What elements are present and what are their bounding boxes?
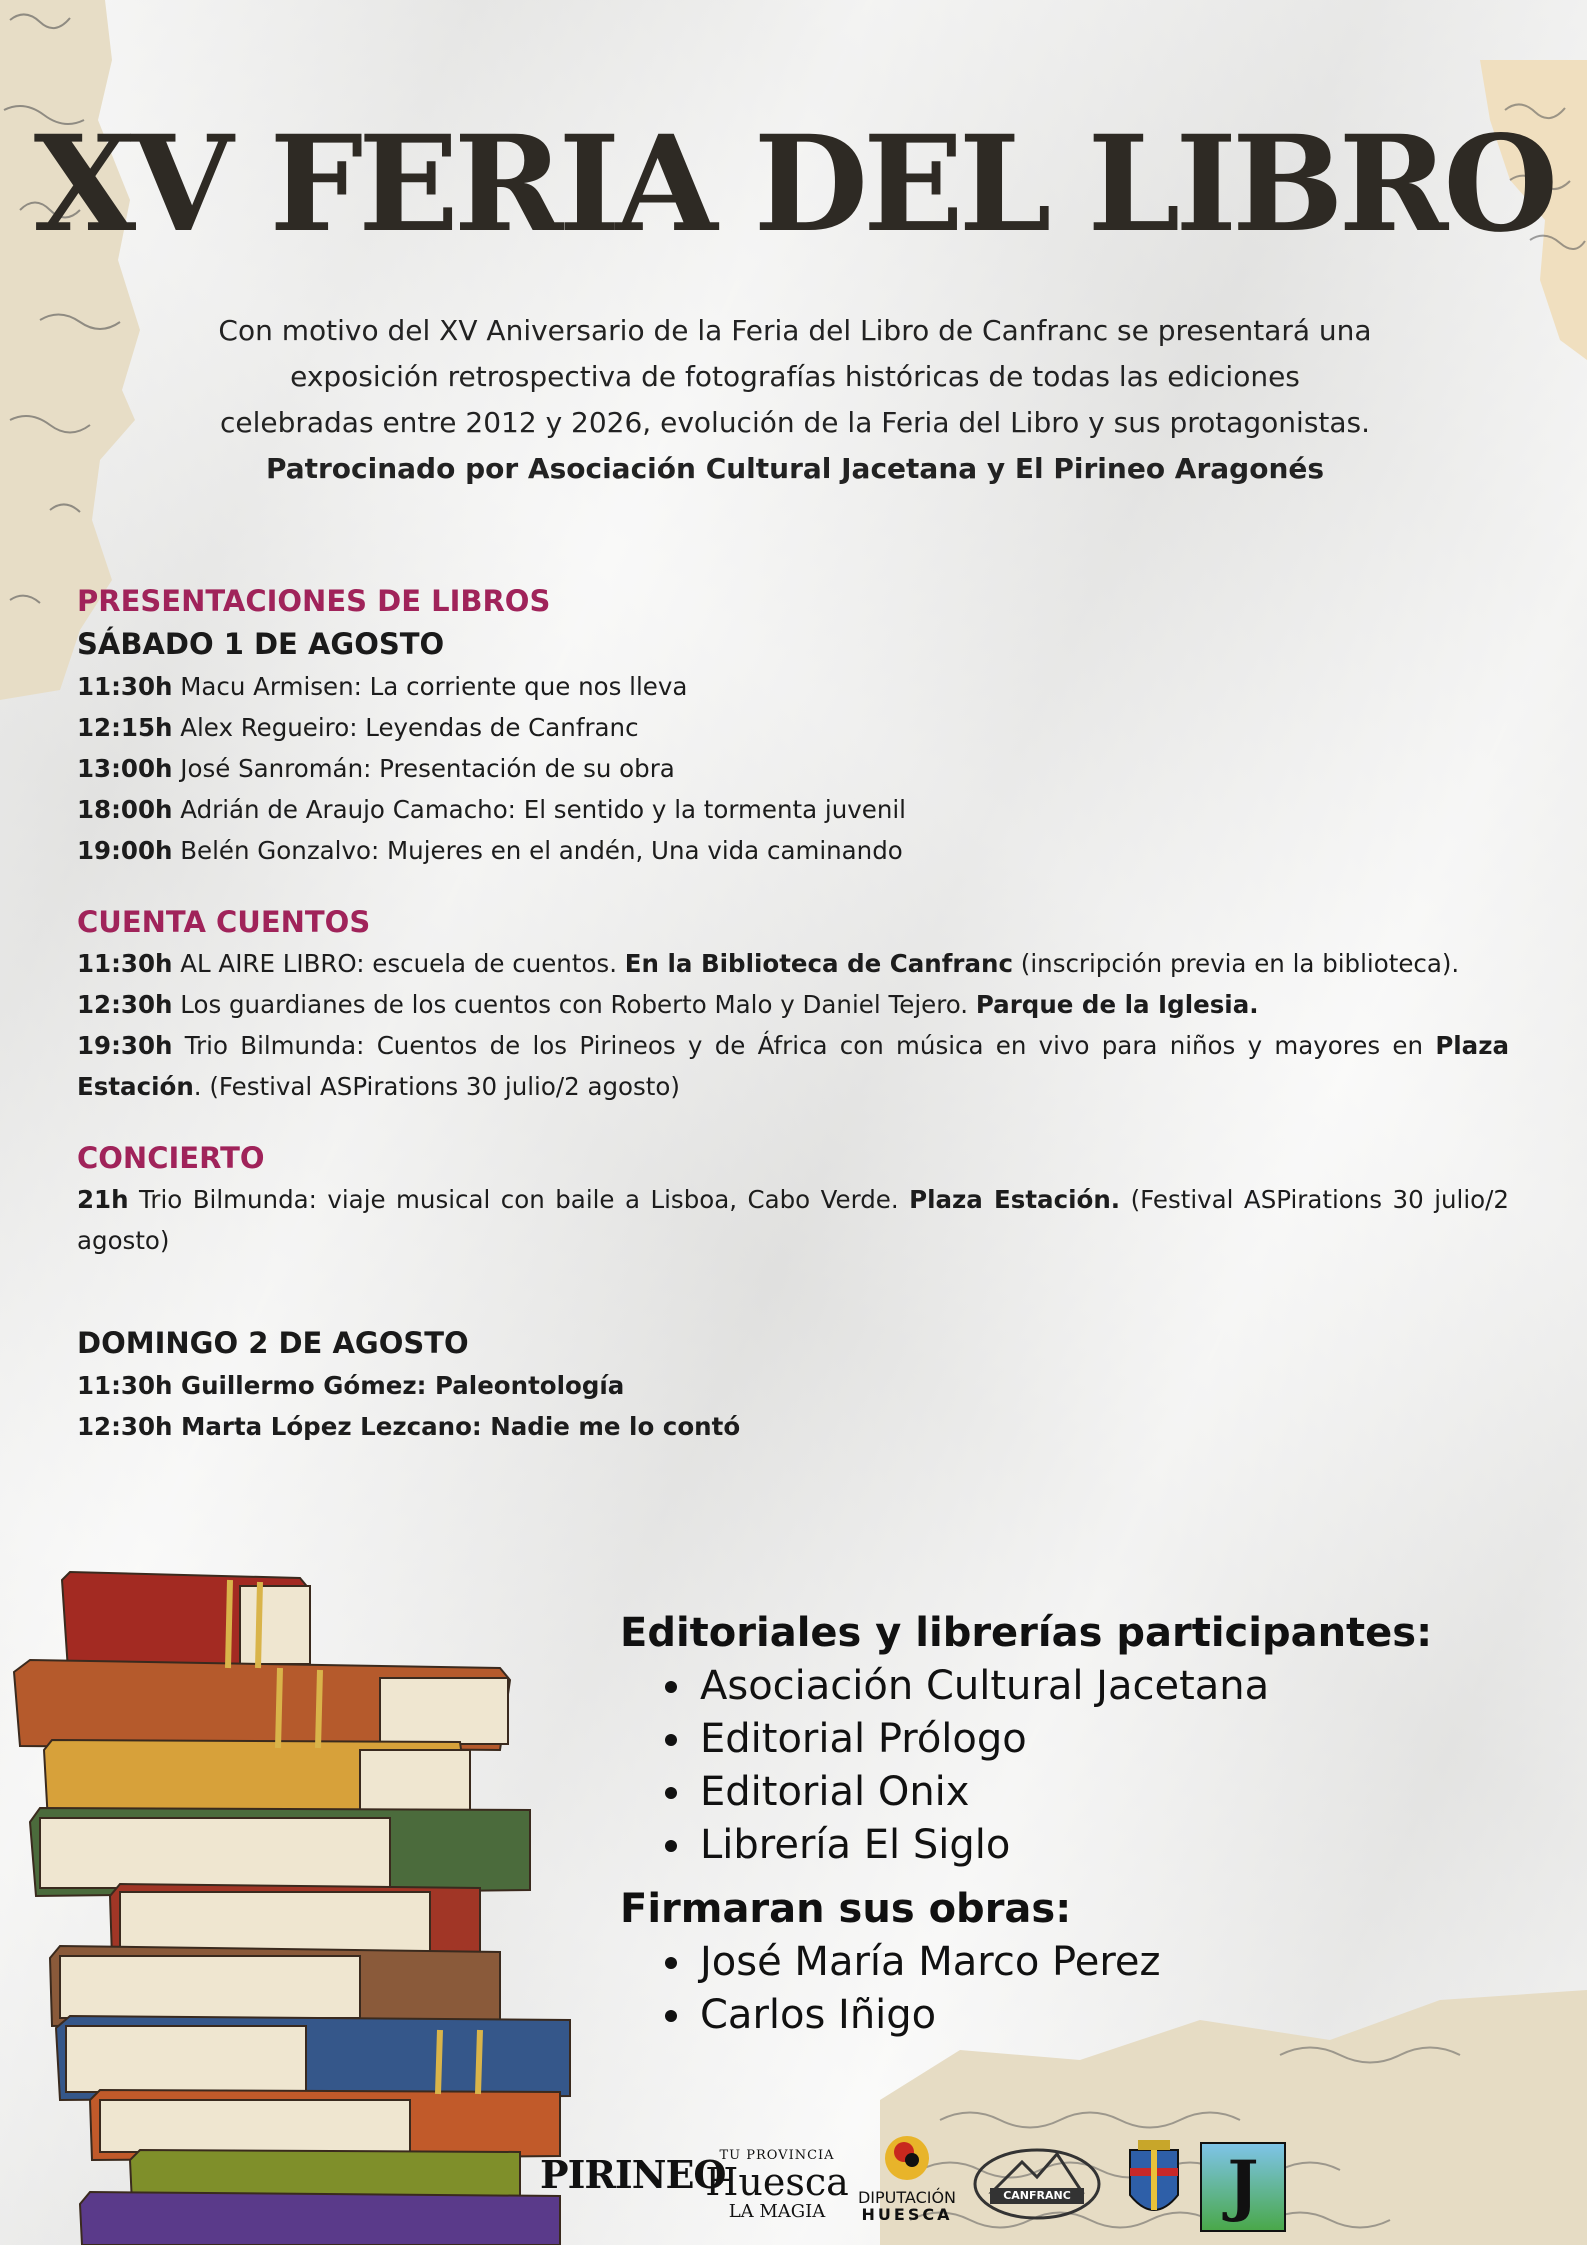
saturday-heading: SÁBADO 1 DE AGOSTO xyxy=(77,627,445,661)
event-time: 11:30h xyxy=(77,949,173,978)
list-item xyxy=(77,1406,1509,1447)
diputacion-logo xyxy=(852,2130,962,2224)
book-stack-illustration xyxy=(0,1560,590,2245)
event-text: Trio Bilmunda: Cuentos de los Pirineos y de África con música en vivo para niños y mayores en xyxy=(184,1031,1424,1060)
jacetania-letter: J xyxy=(1227,2146,1259,2224)
list-item xyxy=(77,984,1509,1025)
event-time: 21h xyxy=(77,1185,129,1214)
intro-text: Con motivo del XV Aniversario de la Feria del Libro de Canfranc se presentará una exposición retrospectiva de fotografías históricas de todas las ediciones celebradas entre 2012 y 2026, evolución de la Feria del Libro y sus protagonistas. xyxy=(218,314,1372,439)
sponsor-line: Patrocinado por Asociación Cultural Jacetana y El Pirineo Aragonés xyxy=(265,452,1325,485)
canfranc-mountain-icon xyxy=(972,2142,1102,2222)
event-place: Plaza Estación. xyxy=(909,1185,1121,1214)
list-item: • Asociación Cultural Jacetana xyxy=(696,1660,1440,1713)
signing-heading: Firmaran sus obras: xyxy=(620,1886,1072,1932)
participants-section xyxy=(620,1606,1440,2052)
section-cuentacuentos-heading: CUENTA CUENTOS xyxy=(77,905,371,939)
event-text: AL AIRE LIBRO: escuela de cuentos. xyxy=(180,949,617,978)
huesca-logo-main: Huesca xyxy=(705,2160,849,2204)
intro-block xyxy=(210,308,1380,492)
jacetania-logo xyxy=(1200,2142,1286,2232)
list-item xyxy=(77,748,1509,789)
program-content xyxy=(77,580,1509,1447)
event-time: 19:30h xyxy=(77,1031,173,1060)
signing-list xyxy=(620,1936,1440,2042)
event-text: Trio Bilmunda: viaje musical con baile a Lisboa, Cabo Verde. xyxy=(139,1185,899,1214)
pirineo-logo: PIRINEO xyxy=(540,2152,726,2197)
event-time: 18:00h xyxy=(77,795,173,824)
participants-heading: Editoriales y librerías participantes: xyxy=(620,1610,1433,1656)
canfranc-label: CANFRANC xyxy=(1003,2189,1071,2202)
event-text: José Sanromán: Presentación de su obra xyxy=(180,754,675,783)
event-time: 11:30h xyxy=(77,672,173,701)
coat-of-arms-icon xyxy=(1124,2140,1184,2234)
diputacion-emblem-icon xyxy=(882,2130,932,2186)
huesca-logo-top: TU PROVINCIA xyxy=(719,2148,835,2163)
event-place: Plaza Estación xyxy=(77,1031,1509,1101)
event-place: Parque de la Iglesia. xyxy=(975,990,1259,1019)
page-title: XV FERIA DEL LIBRO xyxy=(33,107,1554,262)
huesca-logo-sub: LA MAGIA xyxy=(728,2201,826,2222)
huesca-logo xyxy=(702,2148,852,2222)
event-time: 13:00h xyxy=(77,754,173,783)
event-note: (inscripción previa en la biblioteca). xyxy=(1020,949,1460,978)
participants-list xyxy=(620,1660,1440,1872)
diputacion-sub: HUESCA xyxy=(861,2205,953,2224)
event-text: Macu Armisen: La corriente que nos lleva xyxy=(180,672,688,701)
list-item xyxy=(77,1179,1509,1261)
event-text: 11:30h Guillermo Gómez: Paleontología xyxy=(77,1371,625,1400)
event-text: 12:30h Marta López Lezcano: Nadie me lo contó xyxy=(77,1412,741,1441)
event-note: . (Festival ASPirations 30 julio/2 agosto) xyxy=(193,1072,680,1101)
list-item xyxy=(77,666,1509,707)
list-item xyxy=(77,1025,1509,1107)
event-text: Belén Gonzalvo: Mujeres en el andén, Una vida caminando xyxy=(180,836,903,865)
list-item: • Editorial Onix xyxy=(696,1766,1440,1819)
section-presentaciones-heading: PRESENTACIONES DE LIBROS xyxy=(77,584,551,618)
event-text: Adrián de Araujo Camacho: El sentido y la tormenta juvenil xyxy=(180,795,906,824)
sunday-heading: DOMINGO 2 DE AGOSTO xyxy=(77,1326,469,1360)
event-time: 19:00h xyxy=(77,836,173,865)
list-item: • Editorial Prólogo xyxy=(696,1713,1440,1766)
event-place: En la Biblioteca de Canfranc xyxy=(624,949,1013,978)
event-time: 12:15h xyxy=(77,713,173,742)
list-item xyxy=(77,943,1509,984)
canfranc-logo xyxy=(972,2142,1102,2222)
event-time: 12:30h xyxy=(77,990,173,1019)
list-item: • Carlos Iñigo xyxy=(696,1989,1440,2042)
diputacion-label: DIPUTACIÓN xyxy=(857,2188,957,2207)
sponsor-logos xyxy=(540,2120,1300,2240)
section-concierto-heading: CONCIERTO xyxy=(77,1141,265,1175)
event-note: (Festival ASPirations 30 julio/2 agosto) xyxy=(77,1185,1509,1255)
event-text: Los guardianes de los cuentos con Roberto Malo y Daniel Tejero. xyxy=(180,990,969,1019)
event-text: Alex Regueiro: Leyendas de Canfranc xyxy=(180,713,639,742)
list-item xyxy=(77,707,1509,748)
list-item: • Librería El Siglo xyxy=(696,1819,1440,1872)
list-item xyxy=(77,789,1509,830)
list-item xyxy=(77,830,1509,871)
list-item: • José María Marco Perez xyxy=(696,1936,1440,1989)
list-item xyxy=(77,1365,1509,1406)
